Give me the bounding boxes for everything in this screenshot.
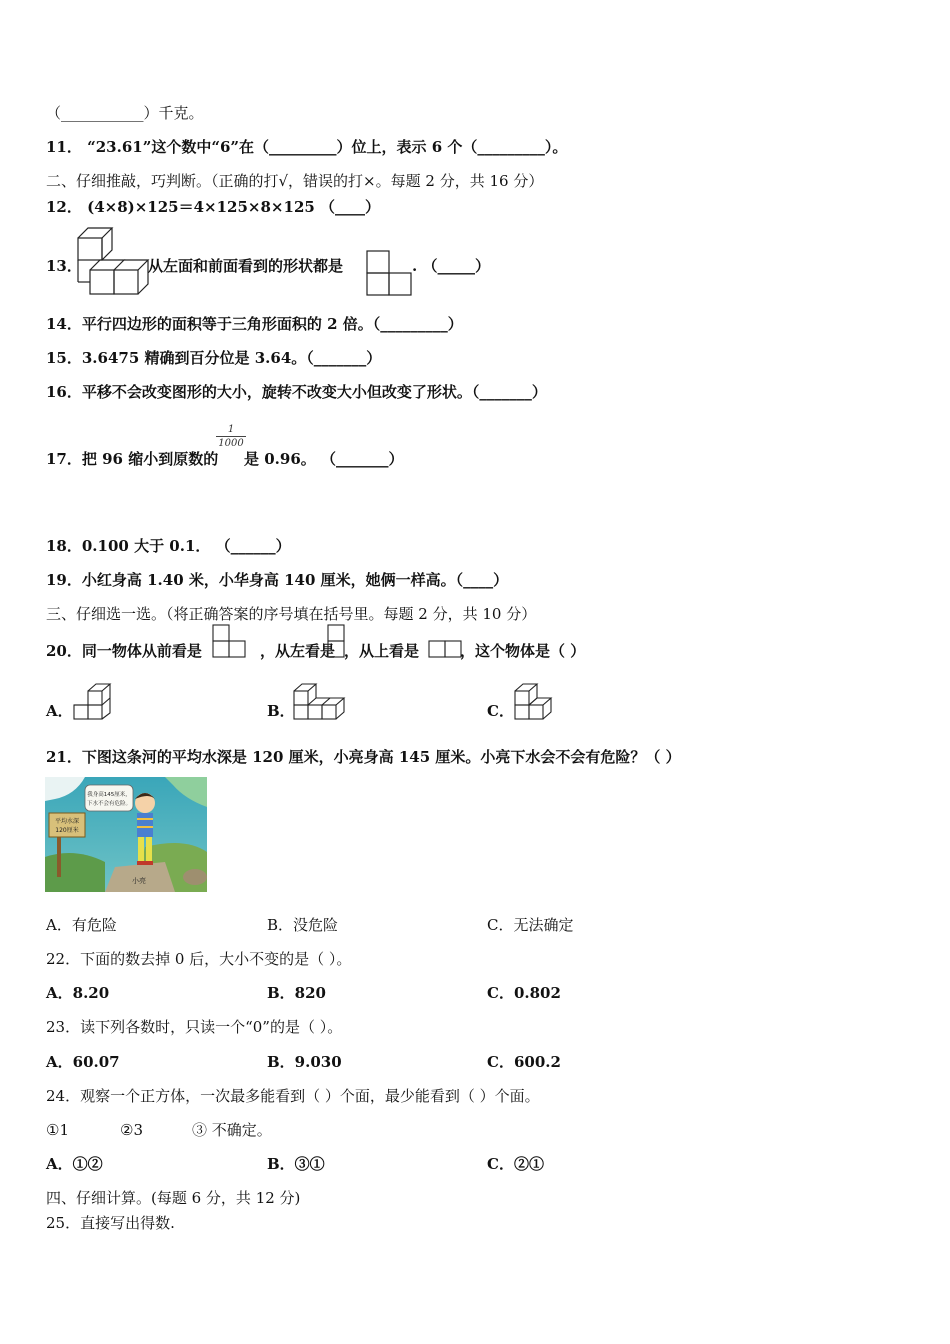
question-14: 14．平行四边形的面积等于三角形面积的 2 倍。（_________） xyxy=(46,315,463,333)
q21-bubble-text-2: 下水不会有危险。 xyxy=(86,801,132,807)
q21-bubble-text-1: 我身高145厘米， xyxy=(87,792,131,798)
q22-option-b: B．820 xyxy=(267,984,326,1002)
question-15: 15．3.6475 精确到百分位是 3.64。（_______） xyxy=(46,349,382,367)
question-20-part-b: ，从左看是 xyxy=(260,642,336,660)
q21-sign-text-2: 120厘米 xyxy=(55,827,79,834)
q20-option-c: C． xyxy=(487,702,514,720)
question-25: 25．直接写出得数. xyxy=(46,1214,175,1232)
q13-view-shape-figure xyxy=(366,250,414,296)
q17-fraction-numerator: 1 xyxy=(227,424,235,435)
section-4-title: 四、仔细计算。(每题 6 分，共 12 分) xyxy=(46,1189,301,1207)
q24-choice-1: ①1 xyxy=(46,1121,69,1139)
q20-option-b: B． xyxy=(267,702,295,720)
q24-choice-2: ②3 xyxy=(120,1121,143,1139)
q20-option-a: A． xyxy=(46,702,73,720)
q17-fraction xyxy=(216,424,246,449)
question-13-number: 13． xyxy=(46,257,82,275)
question-13-tail: . （_____） xyxy=(412,257,490,275)
q10-tail: （___________）千克。 xyxy=(46,104,204,122)
q23-option-c: C．600.2 xyxy=(487,1053,561,1071)
q21-river-illustration xyxy=(45,777,207,892)
section-3-title: 三、仔细选一选。（将正确答案的序号填在括号里。每题 2 分，共 10 分） xyxy=(46,605,537,623)
q21-option-a: A．有危险 xyxy=(46,916,117,934)
question-16: 16．平移不会改变图形的大小，旋转不改变大小但改变了形状。（_______） xyxy=(46,383,547,401)
q20-option-b-figure xyxy=(292,683,346,723)
q20-option-a-figure xyxy=(72,683,118,723)
section-2-title: 二、仔细推敲，巧判断。（正确的打√，错误的打×。每题 2 分，共 16 分） xyxy=(46,172,544,190)
question-20-part-d: ，这个物体是（ ） xyxy=(460,642,586,660)
q20-front-view-figure xyxy=(212,624,246,658)
q22-option-c: C．0.802 xyxy=(487,984,561,1002)
q24-option-b: B．③① xyxy=(267,1155,325,1173)
question-13-text: 从左面和前面看到的形状都是 xyxy=(148,257,344,275)
q21-name-label: 小亮 xyxy=(132,877,146,885)
q21-option-c: C．无法确定 xyxy=(487,916,574,934)
q21-option-b: B．没危险 xyxy=(267,916,339,934)
q24-choice-3: ③ 不确定。 xyxy=(192,1121,272,1139)
question-23: 23．读下列各数时，只读一个“0”的是（ ）。 xyxy=(46,1018,343,1036)
q20-left-view-figure xyxy=(327,624,345,658)
q24-option-c: C．②① xyxy=(487,1155,544,1173)
q20-top-view-figure xyxy=(428,640,462,658)
question-17-part-b: 是 0.96。 （_______） xyxy=(244,450,404,468)
question-20-part-a: 20．同一物体从前看是 xyxy=(46,642,202,660)
question-17-part-a: 17．把 96 缩小到原数的 xyxy=(46,450,219,468)
question-12: 12． (4×8)×125＝4×125×8×125 （____） xyxy=(46,198,381,216)
question-11: 11． “23.61”这个数中“6”在（_________）位上，表示 6 个（_________）。 xyxy=(46,138,568,156)
question-22: 22．下面的数去掉 0 后，大小不变的是（ ）。 xyxy=(46,950,352,968)
question-24: 24．观察一个正方体，一次最多能看到（ ）个面，最少能看到（ ）个面。 xyxy=(46,1087,540,1105)
q13-cube-stack-figure xyxy=(76,226,150,296)
q23-option-b: B．9.030 xyxy=(267,1053,342,1071)
q23-option-a: A．60.07 xyxy=(46,1053,120,1071)
q17-fraction-denominator: 1000 xyxy=(218,438,244,449)
q24-option-a: A．①② xyxy=(46,1155,103,1173)
question-20-part-c: ，从上看是 xyxy=(344,642,420,660)
q21-sign-text-1: 平均水深 xyxy=(54,818,80,825)
question-19: 19．小红身高 1.40 米，小华身高 140 厘米，她俩一样高。（____） xyxy=(46,571,509,589)
q20-option-c-figure xyxy=(513,683,559,723)
question-18: 18．0.100 大于 0.1． （______） xyxy=(46,537,291,555)
q22-option-a: A．8.20 xyxy=(46,984,110,1002)
question-21: 21．下图这条河的平均水深是 120 厘米，小亮身高 145 厘米。小亮下水会不会有危险？（ ） xyxy=(46,748,681,766)
